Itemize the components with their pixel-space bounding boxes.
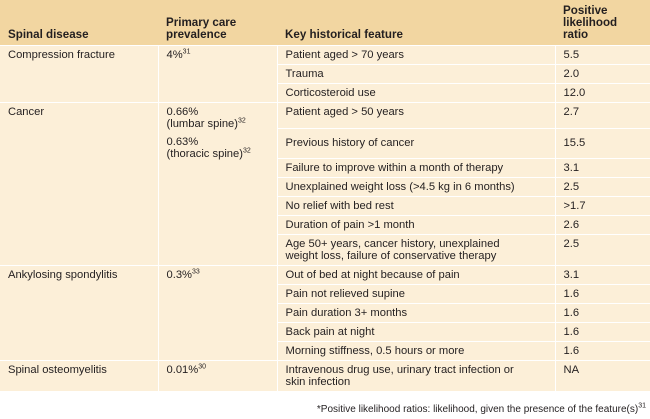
ratio-cell: 2.5 [555,177,650,196]
ratio-cell: 15.5 [555,128,650,158]
feature-cell: Previous history of cancer [277,128,555,158]
feature-cell: Patient aged > 70 years [277,45,555,64]
header-spinal-disease: Spinal disease [0,0,158,45]
ratio-cell: 1.6 [555,284,650,303]
feature-cell: Out of bed at night because of pain [277,265,555,284]
feature-cell: No relief with bed rest [277,196,555,215]
feature-cell: Pain not relieved supine [277,284,555,303]
header-likelihood-ratio: Positive likelihood ratio [555,0,650,45]
header-key-feature: Key historical feature [277,0,555,45]
ratio-cell: 3.1 [555,158,650,177]
feature-cell: Patient aged > 50 years [277,102,555,128]
table-row [0,45,650,64]
disease-cell: Spinal osteomyelitis [0,360,158,391]
prevalence-cell: 0.66% (lumbar spine)$^{32}$ 0.63% (thoracic spine)$^{32}$ [158,102,277,265]
feature-cell: Morning stiffness, 0.5 hours or more [277,341,555,360]
ratio-cell: 12.0 [555,83,650,102]
feature-cell: Corticosteroid use [277,83,555,102]
feature-cell: Unexplained weight loss (>4.5 kg in 6 months) [277,177,555,196]
prevalence-cell: 0.3%$^{33}$ [158,265,277,360]
feature-cell: Intravenous drug use, urinary tract infection or skin infection [277,360,555,391]
feature-cell: Age 50+ years, cancer history, unexplained weight loss, failure of conservative therapy [277,234,555,265]
prevalence-cell: 0.01%$^{30}$ [158,360,277,391]
disease-cell: Ankylosing spondylitis [0,265,158,360]
header-prevalence: Primary care prevalence [158,0,277,45]
ratio-cell: 5.5 [555,45,650,64]
feature-cell: Failure to improve within a month of therapy [277,158,555,177]
ratio-cell: 2.6 [555,215,650,234]
feature-cell: Trauma [277,64,555,83]
table-row [0,265,650,284]
ratio-cell: 2.5 [555,234,650,265]
ratio-cell: NA [555,360,650,391]
ratio-cell: 3.1 [555,265,650,284]
feature-cell: Pain duration 3+ months [277,303,555,322]
disease-cell: Cancer [0,102,158,265]
disease-cell: Compression fracture [0,45,158,102]
ratio-cell: 2.0 [555,64,650,83]
ratio-cell: 2.7 [555,102,650,128]
prevalence-cell: 4%$^{31}$ [158,45,277,102]
table-row [0,360,650,391]
ratio-cell: >1.7 [555,196,650,215]
feature-cell: Back pain at night [277,322,555,341]
header-row [0,0,650,45]
ratio-cell: 1.6 [555,341,650,360]
ratio-cell: 1.6 [555,303,650,322]
feature-cell: Duration of pain >1 month [277,215,555,234]
ratio-cell: 1.6 [555,322,650,341]
table-footnote: *Positive likelihood ratios: likelihood, given the presence of the $feature(s)^{31}$ [316,402,646,415]
table-row [0,102,650,128]
